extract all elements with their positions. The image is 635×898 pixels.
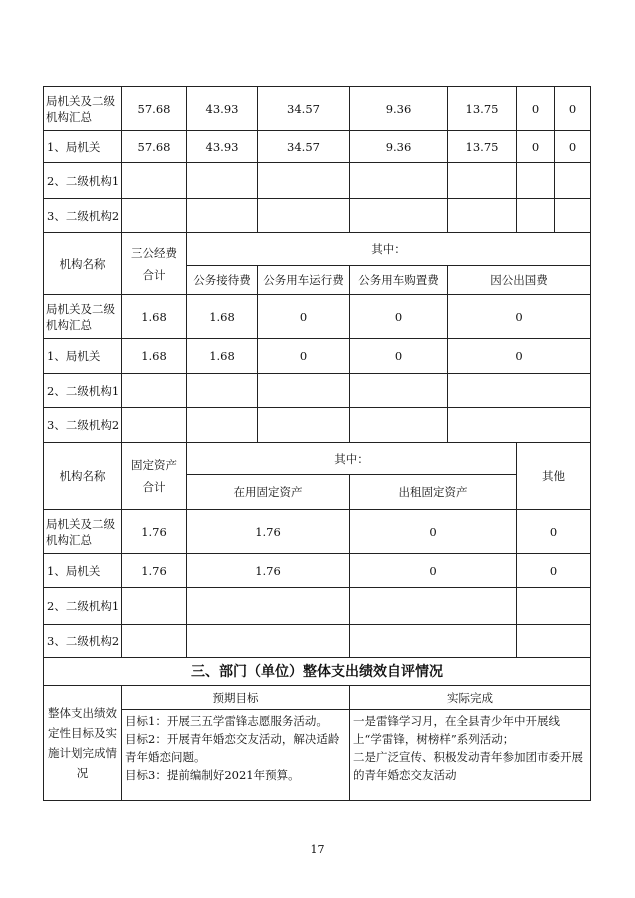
table1-cell — [555, 199, 591, 233]
table1-row-name: 局机关及二级机构汇总 — [44, 87, 122, 131]
table3-cell: 1.76 — [122, 554, 187, 588]
table2-cell: 1.68 — [187, 295, 258, 339]
table2-cell: 0 — [350, 339, 448, 374]
table3-cell — [517, 588, 591, 625]
table2-cell — [258, 408, 350, 443]
table1-cell — [350, 199, 448, 233]
table2-cell: 1.68 — [122, 295, 187, 339]
table3-cell — [187, 588, 350, 625]
table2-cell: 1.68 — [187, 339, 258, 374]
expected-goal-item: 目标3：提前编制好2021年预算。 — [125, 768, 300, 782]
table2-sub-header: 公务接待费 — [187, 266, 258, 295]
table3-cell — [350, 588, 517, 625]
table1-cell: 34.57 — [258, 87, 350, 131]
table1-cell — [517, 199, 555, 233]
table1-cell — [555, 163, 591, 199]
expected-goal-item: 目标1：开展三五学雷锋志愿服务活动。 — [125, 714, 328, 728]
table3-cell: 0 — [350, 554, 517, 588]
table3-cell — [350, 625, 517, 658]
report-table — [43, 86, 591, 801]
table2-org-header: 机构名称 — [44, 233, 122, 295]
expected-goal-header: 预期目标 — [122, 686, 350, 710]
table1-cell — [448, 199, 517, 233]
table3-cell: 1.76 — [122, 510, 187, 554]
table3-row-name: 2、二级机构1 — [44, 588, 122, 625]
table1-cell: 13.75 — [448, 87, 517, 131]
table1-cell: 9.36 — [350, 87, 448, 131]
table1-cell: 0 — [517, 87, 555, 131]
table1-cell: 0 — [555, 87, 591, 131]
expected-goals — [122, 710, 350, 801]
table1-row-name: 2、二级机构1 — [44, 163, 122, 199]
table2-row-name: 局机关及二级机构汇总 — [44, 295, 122, 339]
table1-cell: 34.57 — [258, 131, 350, 163]
table3-cell: 0 — [517, 554, 591, 588]
table1-cell — [350, 163, 448, 199]
table3-row-name: 局机关及二级机构汇总 — [44, 510, 122, 554]
table1-cell: 13.75 — [448, 131, 517, 163]
table1-cell — [517, 163, 555, 199]
table1-cell — [258, 163, 350, 199]
table2-cell — [258, 374, 350, 408]
table1-cell: 57.68 — [122, 131, 187, 163]
table2-cell — [350, 408, 448, 443]
table2-cell: 1.68 — [122, 339, 187, 374]
table2-cell — [350, 374, 448, 408]
table3-cell — [122, 625, 187, 658]
table2-row-name: 2、二级机构1 — [44, 374, 122, 408]
table2-cell: 0 — [258, 295, 350, 339]
table1-row-name: 3、二级机构2 — [44, 199, 122, 233]
table2-cell — [448, 374, 591, 408]
table1-cell — [187, 163, 258, 199]
table3-cell: 0 — [350, 510, 517, 554]
table3-cell: 1.76 — [187, 510, 350, 554]
table1-cell: 43.93 — [187, 131, 258, 163]
table3-qizhong-header: 其中： — [187, 443, 517, 475]
table2-total-header: 三公经费合计 — [122, 233, 187, 295]
table3-cell: 0 — [517, 510, 591, 554]
table2-cell — [448, 408, 591, 443]
table2-sub-header: 因公出国费 — [448, 266, 591, 295]
performance-row-label: 整体支出绩效定性目标及实施计划完成情况 — [44, 686, 122, 801]
table2-cell: 0 — [448, 295, 591, 339]
expected-goal-item: 目标2：开展青年婚恋交友活动，解决适龄青年婚恋问题。 — [125, 732, 340, 764]
table1-cell — [122, 199, 187, 233]
table3-cell — [517, 625, 591, 658]
table3-row-name: 3、二级机构2 — [44, 625, 122, 658]
table2-sub-header: 公务用车运行费 — [258, 266, 350, 295]
table1-cell: 43.93 — [187, 87, 258, 131]
table2-cell — [122, 374, 187, 408]
table2-sub-header: 公务用车购置费 — [350, 266, 448, 295]
actual-completions — [350, 710, 591, 801]
table1-cell: 0 — [517, 131, 555, 163]
table3-cell — [122, 588, 187, 625]
table3-cell: 1.76 — [187, 554, 350, 588]
table2-cell — [122, 408, 187, 443]
table1-cell: 57.68 — [122, 87, 187, 131]
table1-cell — [122, 163, 187, 199]
table3-sub-header: 出租固定资产 — [350, 475, 517, 510]
table1-cell — [448, 163, 517, 199]
table3-cell — [187, 625, 350, 658]
table3-other-header: 其他 — [517, 443, 591, 510]
table3-sub-header: 在用固定资产 — [187, 475, 350, 510]
table2-row-name: 3、二级机构2 — [44, 408, 122, 443]
table1-cell — [187, 199, 258, 233]
table1-cell — [258, 199, 350, 233]
table2-cell: 0 — [258, 339, 350, 374]
actual-completion-item: 一是雷锋学习月，在全县青少年中开展线上“学雷锋，树榜样”系列活动； — [353, 714, 560, 746]
table2-cell — [187, 408, 258, 443]
page-number: 17 — [310, 843, 325, 856]
table1-cell: 0 — [555, 131, 591, 163]
section-title: 三、部门（单位）整体支出绩效自评情况 — [44, 658, 591, 686]
actual-completion-header: 实际完成 — [350, 686, 591, 710]
table3-row-name: 1、局机关 — [44, 554, 122, 588]
table2-qizhong-header: 其中： — [187, 233, 591, 266]
table3-org-header: 机构名称 — [44, 443, 122, 510]
table2-cell — [187, 374, 258, 408]
table2-cell: 0 — [350, 295, 448, 339]
actual-completion-item: 二是广泛宣传、积极发动青年参加团市委开展的青年婚恋交友活动 — [353, 750, 583, 782]
table3-total-header: 固定资产合计 — [122, 443, 187, 510]
table1-cell: 9.36 — [350, 131, 448, 163]
table2-row-name: 1、局机关 — [44, 339, 122, 374]
table2-cell: 0 — [448, 339, 591, 374]
table1-row-name: 1、局机关 — [44, 131, 122, 163]
